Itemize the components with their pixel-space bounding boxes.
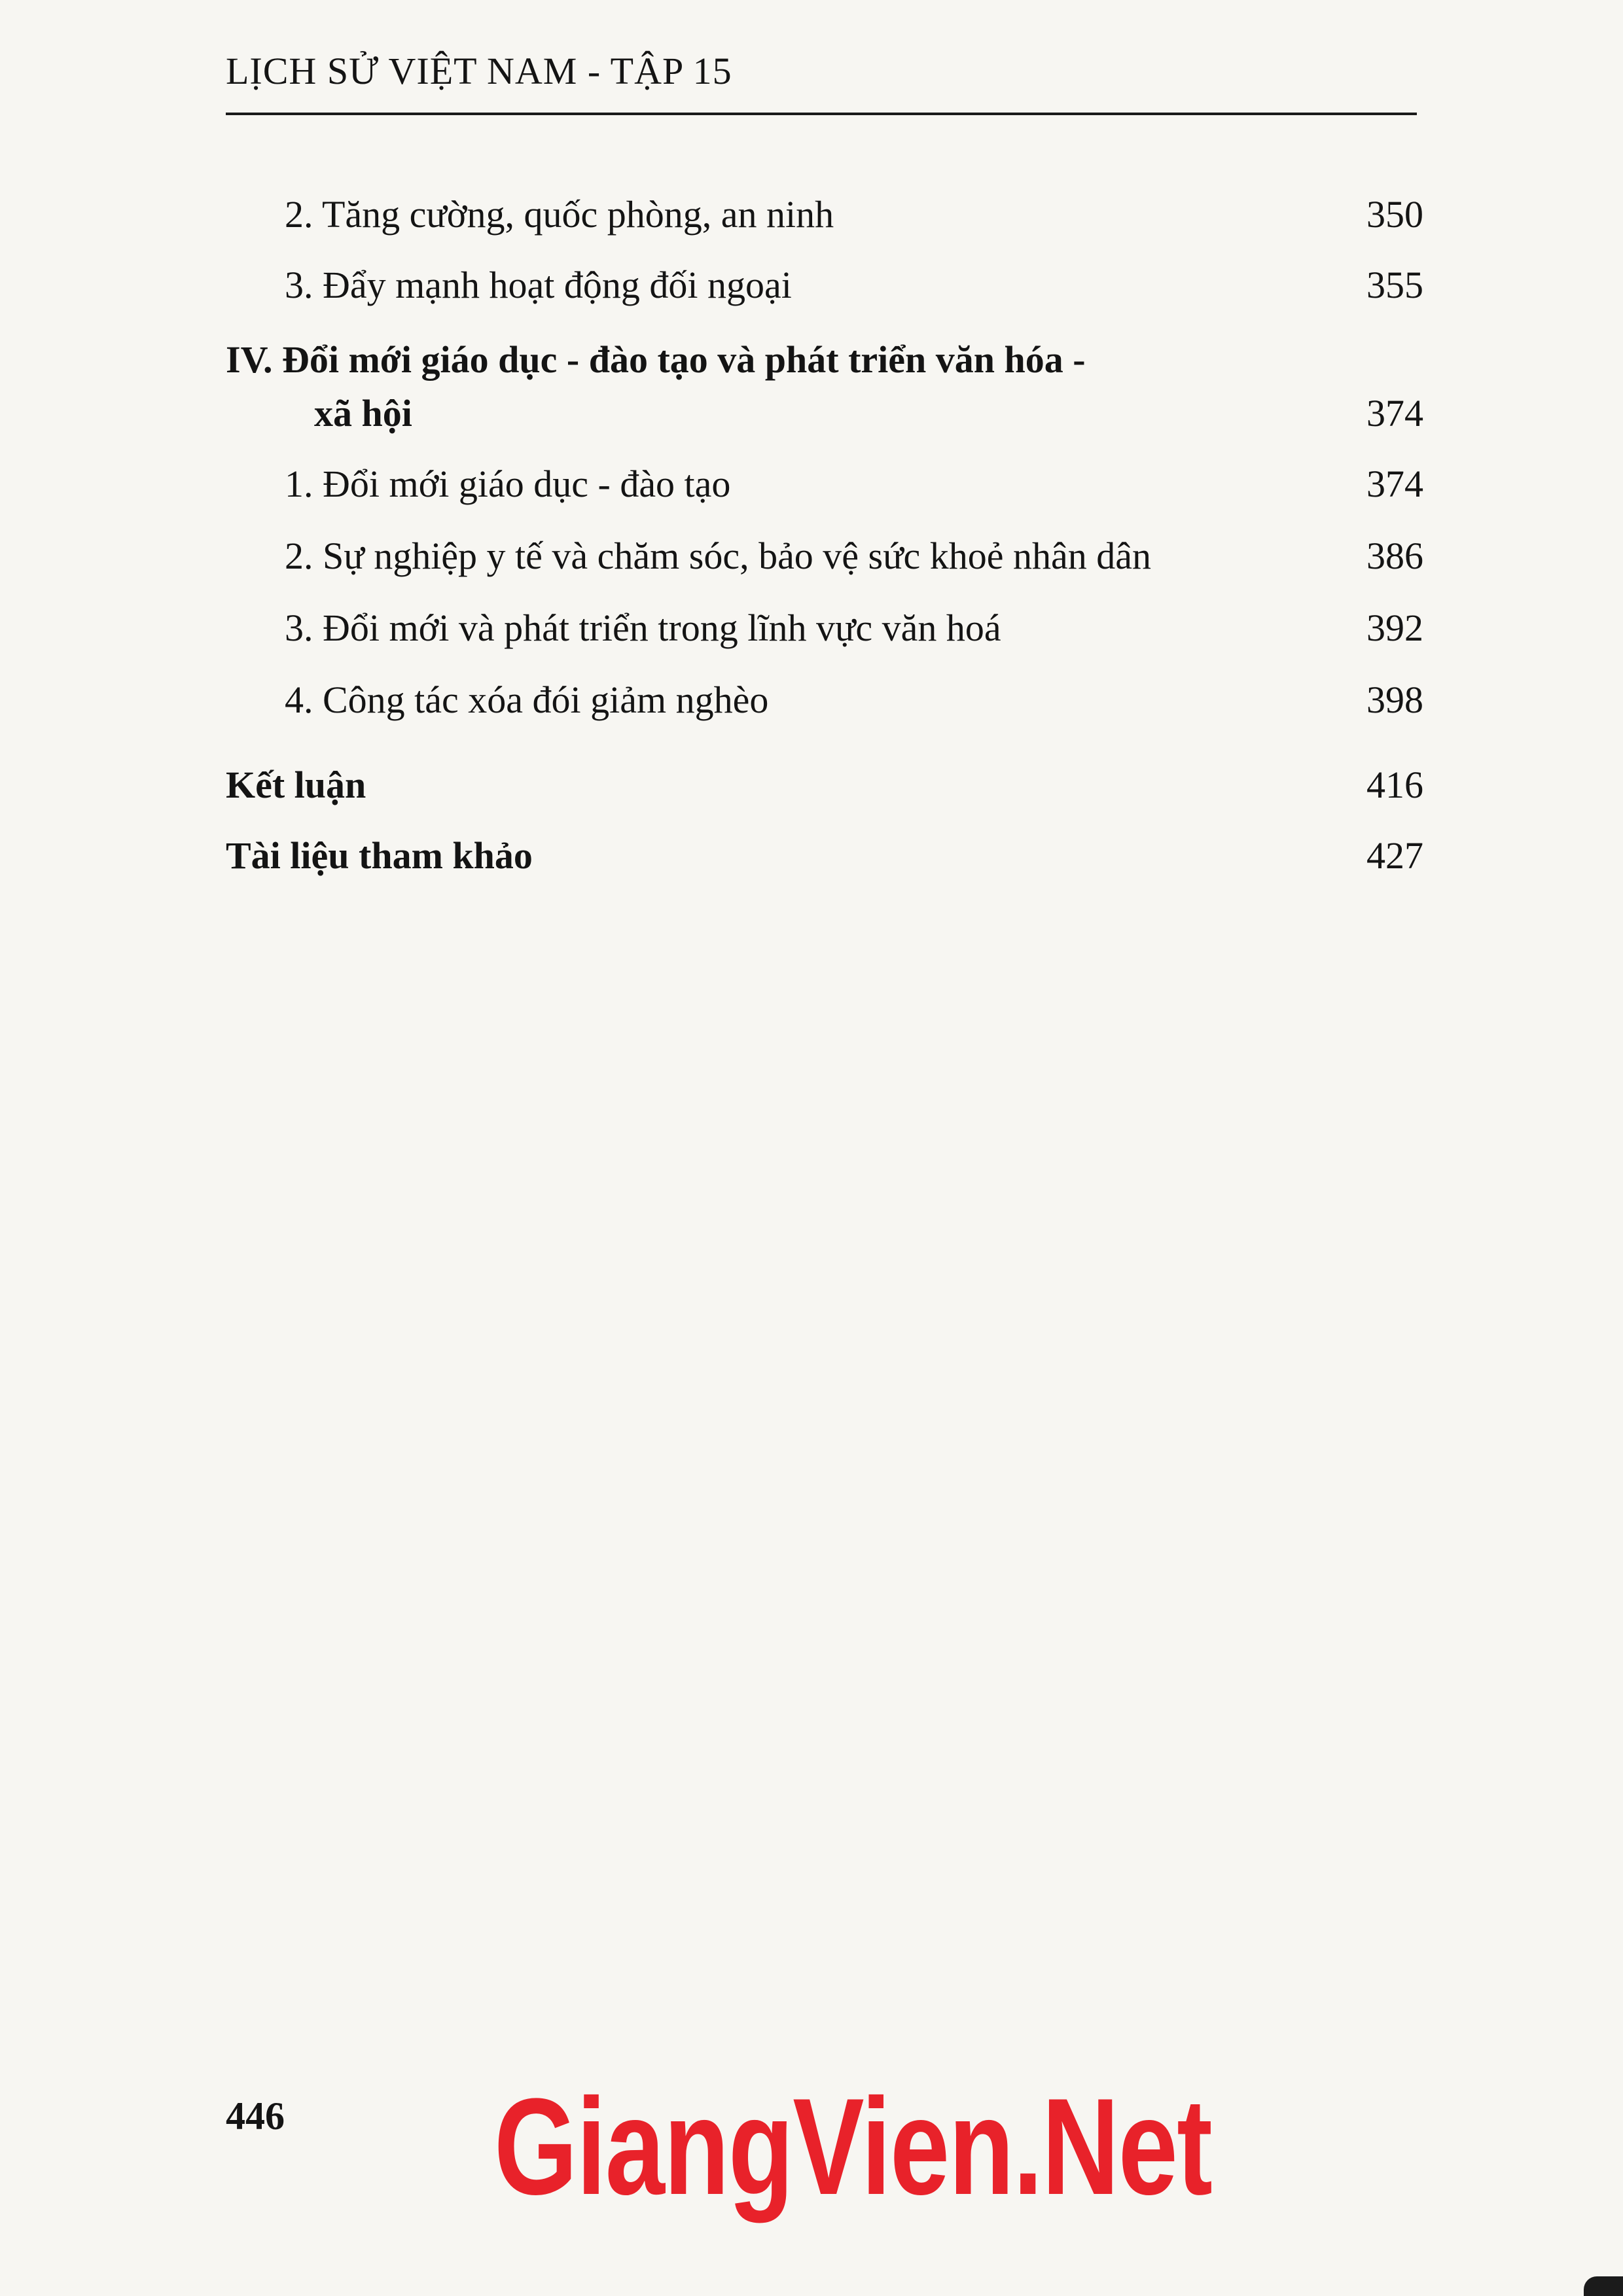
toc-entry bbox=[226, 674, 1423, 726]
toc-entry-page: 392 bbox=[1366, 607, 1423, 649]
toc-entry-page: 386 bbox=[1366, 535, 1423, 577]
toc-entry-label: 3. Đổi mới và phát triển trong lĩnh vực văn hoá bbox=[285, 607, 1001, 649]
toc-entry-label: 1. Đổi mới giáo dục - đào tạo bbox=[285, 463, 731, 505]
toc-section-heading-continued bbox=[226, 387, 1423, 440]
toc-entry-label: 2. Tăng cường, quốc phòng, an ninh bbox=[285, 193, 834, 236]
toc-entry-page: 416 bbox=[1366, 764, 1423, 806]
toc-entry-label-continued: xã hội bbox=[314, 392, 412, 434]
toc-entry-label: IV. Đổi mới giáo dục - đào tạo và phát triển văn hóa - bbox=[226, 338, 1086, 381]
running-head: LỊCH SỬ VIỆT NAM - TẬP 15 bbox=[226, 50, 732, 92]
watermark-logo: GiangVien.Net bbox=[494, 2070, 1212, 2223]
toc-entry bbox=[226, 759, 1423, 811]
toc-entry bbox=[226, 530, 1423, 582]
toc-entry bbox=[226, 602, 1423, 654]
toc-entry-label: 3. Đẩy mạnh hoạt động đối ngoại bbox=[285, 264, 792, 306]
toc-entry bbox=[226, 458, 1423, 510]
toc-entry-label: Tài liệu tham khảo bbox=[226, 834, 533, 877]
toc-entry bbox=[226, 188, 1423, 241]
toc-entry-page: 350 bbox=[1366, 193, 1423, 236]
scan-corner-mark bbox=[1584, 2276, 1623, 2296]
toc-section-heading bbox=[226, 334, 1423, 386]
toc-entry-label: Kết luận bbox=[226, 764, 366, 806]
toc-entry bbox=[226, 830, 1423, 882]
toc-entry-label: 4. Công tác xóa đói giảm nghèo bbox=[285, 679, 769, 721]
toc-entry-page: 398 bbox=[1366, 679, 1423, 721]
toc-entry bbox=[226, 259, 1423, 311]
toc-entry-page: 374 bbox=[1366, 463, 1423, 505]
toc-entry-page: 427 bbox=[1366, 834, 1423, 877]
toc-entry-page: 374 bbox=[1366, 392, 1423, 434]
page-number: 446 bbox=[226, 2094, 285, 2138]
toc-entry-label: 2. Sự nghiệp y tế và chăm sóc, bảo vệ sức khoẻ nhân dân bbox=[285, 535, 1152, 577]
toc-entry-page: 355 bbox=[1366, 264, 1423, 306]
header-rule bbox=[226, 113, 1417, 115]
